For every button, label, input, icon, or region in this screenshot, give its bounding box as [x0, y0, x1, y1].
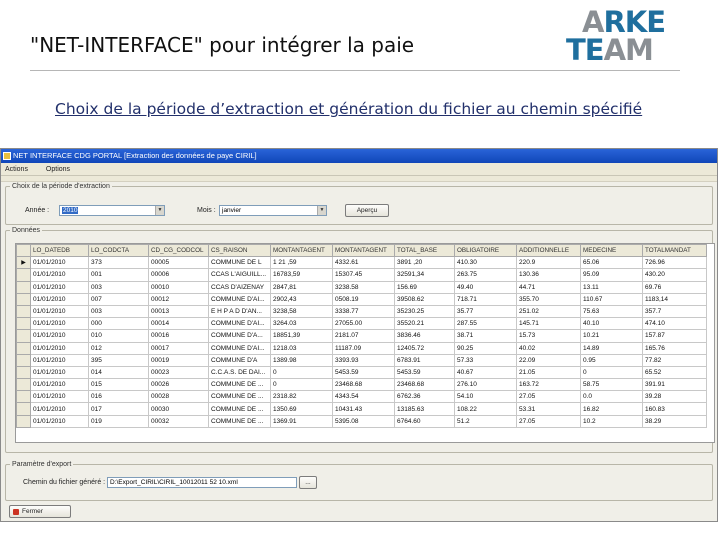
table-cell[interactable]: 263.75 [455, 269, 517, 281]
table-cell[interactable]: 15307.45 [333, 269, 395, 281]
column-header[interactable]: TOTAL_BASE [395, 245, 455, 257]
row-header[interactable] [17, 330, 31, 342]
window-title: NET INTERFACE CDG PORTAL [Extraction des données de paye CIRIL] [13, 151, 257, 160]
table-cell[interactable]: 65.06 [581, 257, 643, 269]
table-cell[interactable]: 10431.43 [333, 403, 395, 415]
grid-corner [17, 245, 31, 257]
export-group-legend: Paramètre d'export [12, 461, 72, 468]
table-cell[interactable]: 007 [89, 293, 149, 305]
table-cell[interactable]: 10.21 [581, 330, 643, 342]
table-cell[interactable]: 40.67 [455, 366, 517, 378]
slide-title: "NET-INTERFACE" pour intégrer la paie [30, 33, 415, 57]
table-cell[interactable]: 373 [89, 257, 149, 269]
period-group-legend: Choix de la période d'extraction [12, 183, 110, 190]
table-cell[interactable]: 01/01/2010 [31, 366, 89, 378]
table-row[interactable] [17, 318, 707, 330]
table-cell[interactable]: 014 [89, 366, 149, 378]
table-cell[interactable]: 6762.36 [395, 391, 455, 403]
data-grid[interactable] [15, 243, 715, 443]
table-cell[interactable]: 38.29 [643, 415, 707, 427]
table-cell[interactable]: 718.71 [455, 293, 517, 305]
table-cell[interactable]: 01/01/2010 [31, 281, 89, 293]
table-cell[interactable]: 3238.58 [333, 281, 395, 293]
table-cell[interactable]: 108.22 [455, 403, 517, 415]
table-cell[interactable]: 15.73 [517, 330, 581, 342]
table-cell[interactable]: 16783,59 [271, 269, 333, 281]
row-header[interactable] [17, 403, 31, 415]
table-cell[interactable]: 3393.93 [333, 354, 395, 366]
table-cell[interactable]: 000 [89, 318, 149, 330]
table-cell[interactable]: 0508.19 [333, 293, 395, 305]
table-cell[interactable]: 430.20 [643, 269, 707, 281]
table-cell[interactable]: 27.05 [517, 415, 581, 427]
table-cell[interactable]: 49.40 [455, 281, 517, 293]
browse-button[interactable]: ... [299, 476, 317, 489]
table-cell[interactable]: 395 [89, 354, 149, 366]
table-cell[interactable]: 32591,34 [395, 269, 455, 281]
table-cell[interactable]: 0 [271, 379, 333, 391]
table-cell[interactable]: 23468.68 [395, 379, 455, 391]
table-cell[interactable]: 017 [89, 403, 149, 415]
window-titlebar[interactable] [1, 149, 717, 163]
close-button[interactable] [9, 505, 71, 518]
table-cell[interactable]: 156.69 [395, 281, 455, 293]
title-divider [30, 70, 680, 71]
table-row[interactable] [17, 257, 707, 269]
table-cell[interactable]: 69.76 [643, 281, 707, 293]
table-cell[interactable]: 1389.98 [271, 354, 333, 366]
table-cell[interactable]: COMMUNE DE ... [209, 415, 271, 427]
toolbar-separator [1, 176, 717, 182]
table-cell[interactable]: 00016 [149, 330, 209, 342]
table-row[interactable] [17, 281, 707, 293]
table-cell[interactable]: 00026 [149, 379, 209, 391]
table-cell[interactable]: 165.76 [643, 342, 707, 354]
table-cell[interactable]: 0 [271, 366, 333, 378]
row-header[interactable] [17, 342, 31, 354]
table-cell[interactable]: 23468.68 [333, 379, 395, 391]
table-cell[interactable]: 357.7 [643, 305, 707, 317]
row-header[interactable] [17, 305, 31, 317]
table-cell[interactable]: 5453.59 [395, 366, 455, 378]
column-header[interactable]: TOTALMANDAT [643, 245, 707, 257]
table-cell[interactable]: 12405.72 [395, 342, 455, 354]
table-cell[interactable]: 00019 [149, 354, 209, 366]
table-cell[interactable]: 01/01/2010 [31, 403, 89, 415]
arketeam-logo: ARKE TEAM [566, 5, 666, 67]
year-label: Année : [25, 207, 50, 214]
table-cell[interactable]: 410.30 [455, 257, 517, 269]
menu-options[interactable]: Options [45, 166, 71, 173]
table-cell[interactable]: C.C.A.S. DE DAI... [209, 366, 271, 378]
table-cell[interactable]: 1218.03 [271, 342, 333, 354]
table-cell[interactable]: 3891 ,20 [395, 257, 455, 269]
column-header[interactable]: ADDITIONNELLE [517, 245, 581, 257]
export-path-input[interactable]: D:\Export_CIRIL\CIRIL_10012011 52 10.xml [107, 477, 297, 488]
table-cell[interactable]: 00030 [149, 403, 209, 415]
column-header[interactable]: LO_DATEDB [31, 245, 89, 257]
table-cell[interactable]: 355.70 [517, 293, 581, 305]
table-cell[interactable]: 003 [89, 281, 149, 293]
table-cell[interactable]: 95.09 [581, 269, 643, 281]
year-select[interactable] [59, 205, 165, 216]
table-cell[interactable]: 01/01/2010 [31, 330, 89, 342]
grid-body [17, 257, 707, 428]
table-cell[interactable]: 5453.59 [333, 366, 395, 378]
table-cell[interactable]: 015 [89, 379, 149, 391]
table-cell[interactable]: 01/01/2010 [31, 354, 89, 366]
table-cell[interactable]: 01/01/2010 [31, 269, 89, 281]
table-cell[interactable]: 18851,39 [271, 330, 333, 342]
column-header[interactable]: MEDECINE [581, 245, 643, 257]
chevron-down-icon[interactable]: ▼ [155, 206, 164, 215]
table-cell[interactable]: 3264.03 [271, 318, 333, 330]
table-cell[interactable]: 38.71 [455, 330, 517, 342]
table-row[interactable] [17, 305, 707, 317]
table-cell[interactable]: E H P A D D'AN... [209, 305, 271, 317]
table-cell[interactable]: 130.36 [517, 269, 581, 281]
table-cell[interactable]: 6783.91 [395, 354, 455, 366]
row-header[interactable] [17, 366, 31, 378]
table-cell[interactable]: 39.28 [643, 391, 707, 403]
table-cell[interactable]: 251.02 [517, 305, 581, 317]
table-cell[interactable]: 276.10 [455, 379, 517, 391]
table-cell[interactable]: 3338.77 [333, 305, 395, 317]
table-cell[interactable]: 019 [89, 415, 149, 427]
table-cell[interactable]: 110.67 [581, 293, 643, 305]
column-header[interactable]: OBLIGATOIRE [455, 245, 517, 257]
row-selector-arrow-icon[interactable]: ▶ [17, 257, 31, 269]
table-cell[interactable]: 157.87 [643, 330, 707, 342]
table-cell[interactable]: 11187.09 [333, 342, 395, 354]
table-cell[interactable]: 54.10 [455, 391, 517, 403]
table-cell[interactable]: 3238,58 [271, 305, 333, 317]
table-row[interactable] [17, 366, 707, 378]
table-cell[interactable]: COMMUNE D'AI... [209, 293, 271, 305]
menu-actions[interactable]: Actions [5, 166, 28, 173]
table-cell[interactable]: 00010 [149, 281, 209, 293]
table-cell[interactable]: 0 [581, 366, 643, 378]
table-row[interactable] [17, 354, 707, 366]
table-cell[interactable]: COMMUNE DE L [209, 257, 271, 269]
row-header[interactable] [17, 391, 31, 403]
table-cell[interactable]: 1183,14 [643, 293, 707, 305]
table-cell[interactable]: 13.11 [581, 281, 643, 293]
table-cell[interactable]: 35230.25 [395, 305, 455, 317]
table-cell[interactable]: 13185.63 [395, 403, 455, 415]
table-cell[interactable]: 00014 [149, 318, 209, 330]
table-cell[interactable]: 163.72 [517, 379, 581, 391]
table-cell[interactable]: COMMUNE DE ... [209, 403, 271, 415]
chevron-down-icon[interactable]: ▼ [317, 206, 326, 215]
month-label: Mois : [197, 207, 216, 214]
row-header[interactable] [17, 379, 31, 391]
table-cell[interactable]: 57.33 [455, 354, 517, 366]
close-button-label: Fermer [22, 508, 43, 515]
table-cell[interactable]: 5395.08 [333, 415, 395, 427]
table-cell[interactable]: 003 [89, 305, 149, 317]
table-cell[interactable]: 3836.46 [395, 330, 455, 342]
table-cell[interactable]: 40.02 [517, 342, 581, 354]
table-cell[interactable]: 010 [89, 330, 149, 342]
table-cell[interactable]: 01/01/2010 [31, 257, 89, 269]
column-header[interactable]: CD_CG_CODCOL [149, 245, 209, 257]
column-header[interactable]: MONTANTAGENT [333, 245, 395, 257]
table-cell[interactable]: 01/01/2010 [31, 379, 89, 391]
table-cell[interactable]: 01/01/2010 [31, 305, 89, 317]
table-cell[interactable]: CCAS L'AIGUILL... [209, 269, 271, 281]
table-cell[interactable]: 012 [89, 342, 149, 354]
table-row[interactable] [17, 293, 707, 305]
table-cell[interactable]: 75.63 [581, 305, 643, 317]
table-cell[interactable]: 1 21 ,59 [271, 257, 333, 269]
table-cell[interactable]: 01/01/2010 [31, 293, 89, 305]
table-cell[interactable]: 01/01/2010 [31, 415, 89, 427]
table-row[interactable] [17, 403, 707, 415]
menubar [1, 163, 717, 176]
table-cell[interactable]: 27.05 [517, 391, 581, 403]
table-cell[interactable]: 35.77 [455, 305, 517, 317]
column-header[interactable]: CS_RAISON [209, 245, 271, 257]
table-cell[interactable]: 160.83 [643, 403, 707, 415]
table-cell[interactable]: 2902,43 [271, 293, 333, 305]
table-cell[interactable]: COMMUNE DE ... [209, 391, 271, 403]
table-cell[interactable]: 14.89 [581, 342, 643, 354]
table-cell[interactable]: 145.71 [517, 318, 581, 330]
path-label: Chemin du fichier généré : [23, 479, 106, 486]
row-header[interactable] [17, 415, 31, 427]
table-cell[interactable]: COMMUNE D'AI... [209, 318, 271, 330]
row-header[interactable] [17, 281, 31, 293]
table-cell[interactable]: 287.55 [455, 318, 517, 330]
row-header[interactable] [17, 269, 31, 281]
table-cell[interactable]: 01/01/2010 [31, 318, 89, 330]
table-cell[interactable]: 474.10 [643, 318, 707, 330]
table-cell[interactable]: 1350.69 [271, 403, 333, 415]
table-cell[interactable]: COMMUNE D'AI... [209, 342, 271, 354]
table-cell[interactable]: 00023 [149, 366, 209, 378]
table-cell[interactable]: 00032 [149, 415, 209, 427]
table-cell[interactable]: 726.96 [643, 257, 707, 269]
table-cell[interactable]: 44.71 [517, 281, 581, 293]
table-cell[interactable]: 0.0 [581, 391, 643, 403]
table-cell[interactable]: 22.09 [517, 354, 581, 366]
table-cell[interactable]: 2847,81 [271, 281, 333, 293]
table-cell[interactable]: 00013 [149, 305, 209, 317]
app-window [0, 148, 718, 522]
table-cell[interactable]: 90.25 [455, 342, 517, 354]
table-row[interactable] [17, 269, 707, 281]
table-cell[interactable]: 391.91 [643, 379, 707, 391]
table-cell[interactable]: 10.2 [581, 415, 643, 427]
table-row[interactable] [17, 391, 707, 403]
table-cell[interactable]: 77.82 [643, 354, 707, 366]
table-cell[interactable]: 001 [89, 269, 149, 281]
table-cell[interactable]: 39508.62 [395, 293, 455, 305]
table-cell[interactable]: 51.2 [455, 415, 517, 427]
table-cell[interactable]: 1369.91 [271, 415, 333, 427]
preview-button[interactable]: Aperçu [345, 204, 389, 217]
table-cell[interactable]: 16.82 [581, 403, 643, 415]
month-value: janvier [222, 207, 242, 214]
data-group-legend: Données [12, 227, 41, 234]
row-header[interactable] [17, 293, 31, 305]
table-cell[interactable]: 40.10 [581, 318, 643, 330]
table-cell[interactable]: 00012 [149, 293, 209, 305]
app-icon [3, 152, 11, 160]
table-cell[interactable]: 01/01/2010 [31, 391, 89, 403]
table-cell[interactable]: COMMUNE DE ... [209, 379, 271, 391]
table-cell[interactable]: 2181.07 [333, 330, 395, 342]
table-row[interactable] [17, 330, 707, 342]
table-cell[interactable]: CCAS D'AIZENAY [209, 281, 271, 293]
table-cell[interactable]: 0.95 [581, 354, 643, 366]
table-cell[interactable]: 58.75 [581, 379, 643, 391]
year-value: 2010 [63, 207, 78, 214]
table-cell[interactable]: 00006 [149, 269, 209, 281]
table-cell[interactable]: 220.9 [517, 257, 581, 269]
table-cell[interactable]: 6764.60 [395, 415, 455, 427]
table-cell[interactable]: 21.05 [517, 366, 581, 378]
table-cell[interactable]: 01/01/2010 [31, 342, 89, 354]
table-cell[interactable]: COMMUNE D'A [209, 354, 271, 366]
table-cell[interactable]: 00005 [149, 257, 209, 269]
row-header[interactable] [17, 318, 31, 330]
table-cell[interactable]: 4332.61 [333, 257, 395, 269]
table-cell[interactable]: 2318.82 [271, 391, 333, 403]
table-cell[interactable]: 4343.54 [333, 391, 395, 403]
column-header[interactable]: MONTANTAGENT [271, 245, 333, 257]
close-icon [13, 509, 19, 515]
table-row[interactable] [17, 379, 707, 391]
table-cell[interactable]: 35520.21 [395, 318, 455, 330]
table-cell[interactable]: 53.31 [517, 403, 581, 415]
grid-header-row [17, 245, 707, 257]
month-select[interactable] [219, 205, 327, 216]
table-cell[interactable]: COMMUNE D'A... [209, 330, 271, 342]
slide-subtitle: Choix de la période d’extraction et génération du fichier au chemin spécifié [55, 100, 643, 118]
table-cell[interactable]: 00017 [149, 342, 209, 354]
table-cell[interactable]: 65.52 [643, 366, 707, 378]
column-header[interactable]: LO_CODCTA [89, 245, 149, 257]
row-header[interactable] [17, 354, 31, 366]
table-cell[interactable]: 00028 [149, 391, 209, 403]
table-row[interactable] [17, 415, 707, 427]
table-cell[interactable]: 27055.00 [333, 318, 395, 330]
table-row[interactable] [17, 342, 707, 354]
table-cell[interactable]: 016 [89, 391, 149, 403]
